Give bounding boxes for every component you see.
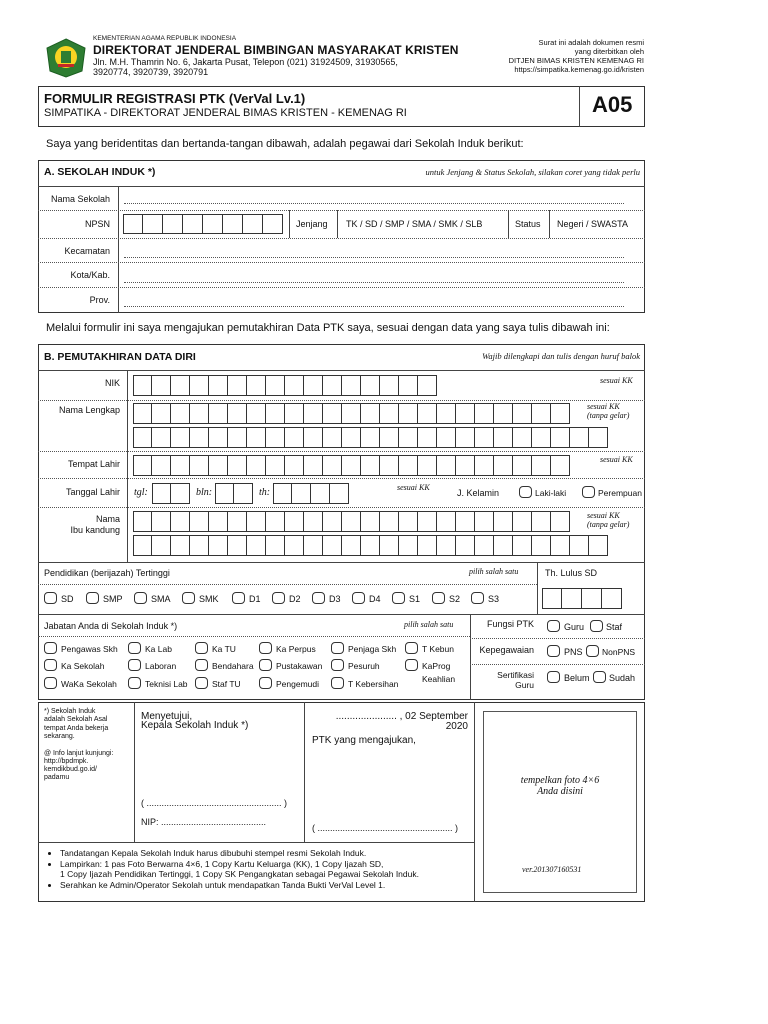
date-text[interactable]: ...................... , 02 September: [335, 711, 468, 722]
staf-checkbox[interactable]: [590, 620, 603, 632]
jabatan-option-label: Staf TU: [212, 679, 241, 689]
jabatan-option-label: Pustakawan: [276, 661, 323, 671]
jabatan-checkbox[interactable]: [44, 677, 57, 689]
prov-field[interactable]: [124, 306, 624, 307]
nama-ibu-boxes-row-2[interactable]: [133, 535, 608, 556]
directorate-name: DIREKTORAT JENDERAL BIMBINGAN MASYARAKAT KRISTEN: [93, 43, 459, 57]
nik-sesuai-kk: sesuai KK: [600, 376, 633, 385]
signature-note-line: kemdikbud.go.id/: [44, 766, 97, 774]
prov-label: Prov.: [89, 295, 110, 305]
sertifikasi-label-1: Sertifikasi: [497, 670, 534, 680]
pns-checkbox[interactable]: [547, 645, 560, 657]
ptk-signature-line[interactable]: ( ...................................................... ): [312, 823, 459, 833]
year-text: 2020: [445, 721, 468, 732]
jabatan-option-label: Pesuruh: [348, 661, 380, 671]
laki-laki-label: Laki-laki: [535, 488, 567, 498]
official-note-1: Surat ini adalah dokumen resmi: [538, 38, 644, 47]
jabatan-checkbox[interactable]: [44, 642, 57, 654]
edu-option-label: D3: [329, 594, 341, 604]
edu-s3-checkbox[interactable]: [471, 592, 484, 604]
signature-note-line: padamu: [44, 774, 70, 782]
form-title: FORMULIR REGISTRASI PTK (VerVal Lv.1): [44, 91, 306, 106]
section-a-hint: untuk Jenjang & Status Sekolah, silakan coret yang tidak perlu: [425, 167, 640, 177]
jabatan-option-label: Penjaga Skh: [348, 644, 397, 654]
footer-note-1: • Tandatangan Kepala Sekolah Induk harus dibubuhi stempel resmi Sekolah Induk.: [60, 848, 490, 859]
jabatan-option-label: T Kebersihan: [348, 679, 399, 689]
official-note-4: https://simpatika.kemenag.go.id/kristen: [514, 65, 644, 74]
jabatan-checkbox[interactable]: [195, 642, 208, 654]
edu-s1-checkbox[interactable]: [392, 592, 405, 604]
signature-note-line: adalah Sekolah Asal: [44, 716, 108, 724]
jabatan-checkbox[interactable]: [195, 659, 208, 671]
jabatan-checkbox[interactable]: [405, 659, 418, 671]
jabatan-option-label: Teknisi Lab: [145, 679, 188, 689]
bln-label: bln:: [196, 487, 213, 498]
edu-d4-checkbox[interactable]: [352, 592, 365, 604]
th-label: th:: [259, 487, 271, 498]
tgl-boxes[interactable]: [152, 483, 190, 504]
section-b-title: B. PEMUTAKHIRAN DATA DIRI: [44, 351, 196, 363]
jenis-kelamin-label: J. Kelamin: [457, 488, 500, 498]
belum-label: Belum: [564, 673, 590, 683]
section-a-title: A. SEKOLAH INDUK *): [44, 166, 156, 178]
jabatan-checkbox[interactable]: [331, 659, 344, 671]
photo-hint-2: Anda disini: [537, 786, 583, 797]
edu-s2-checkbox[interactable]: [432, 592, 445, 604]
guru-label: Guru: [564, 622, 585, 632]
jabatan-checkbox[interactable]: [259, 642, 272, 654]
form-code: A05: [592, 92, 633, 117]
edu-option-label: SD: [61, 594, 74, 604]
fungsi-ptk-label: Fungsi PTK: [486, 619, 534, 629]
signature-note-line: tempat Anda bekerja: [44, 724, 109, 732]
official-note-2: yang diterbitkan oleh: [574, 47, 644, 56]
ministry-logo: [44, 38, 88, 78]
edu-option-label: S3: [488, 594, 500, 604]
bln-boxes[interactable]: [215, 483, 253, 504]
edu-smk-checkbox[interactable]: [182, 592, 195, 604]
perempuan-label: Perempuan: [598, 488, 642, 498]
footer-notes: [38, 848, 490, 890]
nama-lengkap-label: Nama Lengkap: [58, 405, 120, 415]
ibu-tanpa-gelar: (tanpa gelar): [587, 520, 630, 529]
nik-label: NIK: [104, 378, 120, 388]
jabatan-checkbox[interactable]: [259, 677, 272, 689]
signature-note-line: sekarang.: [44, 732, 75, 740]
kota-label: Kota/Kab.: [70, 270, 110, 280]
jabatan-option-label: Pengemudi: [276, 679, 320, 689]
status-options[interactable]: Negeri / SWASTA: [557, 219, 629, 229]
jabatan-label: Jabatan Anda di Sekolah Induk *): [44, 621, 178, 631]
address-line-1: Jln. M.H. Thamrin No. 6, Jakarta Pusat, Telepon (021) 31924509, 31930565,: [93, 57, 398, 67]
nama-ibu-label-2: Ibu kandung: [70, 525, 120, 535]
kecamatan-field[interactable]: [124, 257, 624, 258]
version-text: ver.201307160531: [522, 865, 582, 874]
jabatan-checkbox[interactable]: [405, 642, 418, 654]
edu-option-label: S2: [449, 594, 461, 604]
jabatan-checkbox[interactable]: [128, 677, 141, 689]
pendidikan-label: Pendidikan (berijazah) Tertinggi: [44, 568, 170, 578]
intro-text-a: Saya yang beridentitas dan bertanda-tangan dibawah, adalah pegawai dari Sekolah Induk berikut:: [46, 138, 524, 150]
address-line-2: 3920774, 3920739, 3920791: [93, 67, 209, 77]
sudah-checkbox[interactable]: [593, 671, 606, 683]
nama-ibu-label-1: Nama: [95, 514, 120, 524]
jabatan-pilih: pilih salah satu: [404, 620, 454, 629]
jabatan-option-label: Ka Sekolah: [61, 661, 105, 671]
intro-text-b: Melalui formulir ini saya mengajukan pemutakhiran Data PTK saya, sesuai dengan data yang saya tulis dibawah ini:: [46, 322, 610, 334]
nonpns-label: NonPNS: [602, 647, 636, 657]
belum-checkbox[interactable]: [547, 671, 560, 683]
jabatan-option-label: Pengawas Skh: [61, 644, 118, 654]
jabatan-option-label: Bendahara: [212, 661, 254, 671]
footer-note-3: 1 Copy Ijazah Pendidikan Tertinggi, 1 Copy SK Pengangkatan sebagai Pegawai Sekolah Induk.: [60, 869, 419, 879]
tempat-lahir-label: Tempat Lahir: [67, 459, 120, 469]
ptk-text: PTK yang mengajukan,: [312, 735, 416, 746]
photo-hint-1: tempelkan foto 4×6: [520, 775, 600, 786]
edu-smp-checkbox[interactable]: [86, 592, 99, 604]
edu-sma-checkbox[interactable]: [134, 592, 147, 604]
menyetujui-text: Menyetujui,: [141, 711, 193, 722]
laki-laki-checkbox[interactable]: [519, 486, 532, 498]
jabatan-checkbox[interactable]: [331, 642, 344, 654]
jabatan-option-label: Laboran: [145, 661, 177, 671]
edu-option-label: D2: [289, 594, 301, 604]
tgl-label: tgl:: [134, 487, 148, 498]
tanggal-lahir-label: Tanggal Lahir: [65, 487, 120, 497]
kepegawaian-label: Kepegawaian: [479, 645, 534, 655]
jabatan-checkbox[interactable]: [44, 659, 57, 671]
ministry-name: KEMENTERIAN AGAMA REPUBLIK INDONESIA: [93, 35, 237, 42]
jabatan-option-label: WaKa Sekolah: [61, 679, 117, 689]
signature-note-line: *) Sekolah Induk: [44, 708, 96, 715]
status-label: Status: [515, 219, 541, 229]
jabatan-option-label: Ka Lab: [145, 644, 172, 654]
section-b-hint: Wajib dilengkapi dan tulis dengan huruf balok: [482, 351, 640, 361]
nip-field[interactable]: NIP: ..........................................: [141, 817, 267, 827]
nama-lengkap-boxes-row-1[interactable]: [133, 403, 570, 424]
tempat-sesuai-kk: sesuai KK: [600, 455, 633, 464]
jabatan-checkbox[interactable]: [331, 677, 344, 689]
jabatan-option-label: Ka Perpus: [276, 644, 316, 654]
nama-lengkap-boxes-row-2[interactable]: [133, 427, 608, 448]
edu-option-label: SMP: [103, 594, 123, 604]
th-boxes[interactable]: [273, 483, 349, 504]
edu-d2-checkbox[interactable]: [272, 592, 285, 604]
edu-option-label: S1: [409, 594, 421, 604]
edu-d1-checkbox[interactable]: [232, 592, 245, 604]
form-subtitle: SIMPATIKA - DIREKTORAT JENDERAL BIMAS KRISTEN - KEMENAG RI: [44, 107, 407, 119]
jabatan-checkbox[interactable]: [128, 659, 141, 671]
sertifikasi-label-2: Guru: [515, 680, 534, 690]
kota-field[interactable]: [124, 282, 624, 283]
nama-tanpa-gelar: (tanpa gelar): [587, 411, 630, 420]
nama-ibu-boxes-row-1[interactable]: [133, 511, 570, 532]
footer-note-4: • Serahkan ke Admin/Operator Sekolah untuk mendapatkan Tanda Bukti VerVal Level 1.: [60, 880, 490, 891]
section-a-box: [38, 160, 645, 313]
edu-d3-checkbox[interactable]: [312, 592, 325, 604]
edu-option-label: D1: [249, 594, 261, 604]
npsn-label: NPSN: [84, 219, 110, 229]
jabatan-checkbox[interactable]: [128, 642, 141, 654]
jabatan-checkbox[interactable]: [259, 659, 272, 671]
edu-option-label: SMK: [199, 594, 219, 604]
th-lulus-boxes[interactable]: [542, 588, 622, 609]
sudah-label: Sudah: [609, 673, 636, 683]
edu-option-label: D4: [369, 594, 381, 604]
kecamatan-label: Kecamatan: [64, 246, 110, 256]
signature-note-line: http://bpdmpk.: [44, 757, 89, 765]
th-lulus-label: Th. Lulus SD: [545, 568, 598, 578]
pendidikan-pilih: pilih salah satu: [469, 567, 519, 576]
kepala-signature-line[interactable]: ( ...................................................... ): [141, 798, 288, 808]
tempat-lahir-boxes[interactable]: [133, 455, 570, 476]
nama-sekolah-label: Nama Sekolah: [50, 194, 110, 204]
kepala-text: Kepala Sekolah Induk *): [141, 720, 249, 731]
jenjang-options[interactable]: TK / SD / SMP / SMA / SMK / SLB: [346, 219, 483, 229]
jabatan-option-label: Ka TU: [212, 644, 236, 654]
nama-sesuai-kk: sesuai KK: [587, 402, 620, 411]
edu-option-label: SMA: [151, 594, 171, 604]
edu-sd-checkbox[interactable]: [44, 592, 57, 604]
nama-sekolah-field[interactable]: [124, 203, 624, 204]
jabatan-checkbox[interactable]: [195, 677, 208, 689]
pns-label: PNS: [564, 647, 583, 657]
staf-label: Staf: [606, 622, 623, 632]
footer-note-2: • Lampirkan: 1 pas Foto Berwarna 4×6, 1 Copy Kartu Keluarga (KK), 1 Copy Ijazah SD,: [60, 859, 490, 870]
ibu-sesuai-kk: sesuai KK: [587, 511, 620, 520]
nonpns-checkbox[interactable]: [586, 645, 599, 657]
jabatan-option-label: T Kebun: [422, 644, 454, 654]
jabatan-option-label: Keahlian: [422, 674, 456, 684]
guru-checkbox[interactable]: [547, 620, 560, 632]
tanggal-sesuai-kk: sesuai KK: [397, 483, 430, 492]
jenjang-label: Jenjang: [296, 219, 328, 229]
npsn-boxes[interactable]: [123, 214, 283, 234]
nik-boxes[interactable]: [133, 375, 437, 396]
official-note-3: DITJEN BIMAS KRISTEN KEMENAG RI: [508, 56, 644, 65]
signature-note-line: @ Info lanjut kunjungi:: [44, 749, 114, 757]
jabatan-option-label: KaProg: [422, 661, 451, 671]
perempuan-checkbox[interactable]: [582, 486, 595, 498]
